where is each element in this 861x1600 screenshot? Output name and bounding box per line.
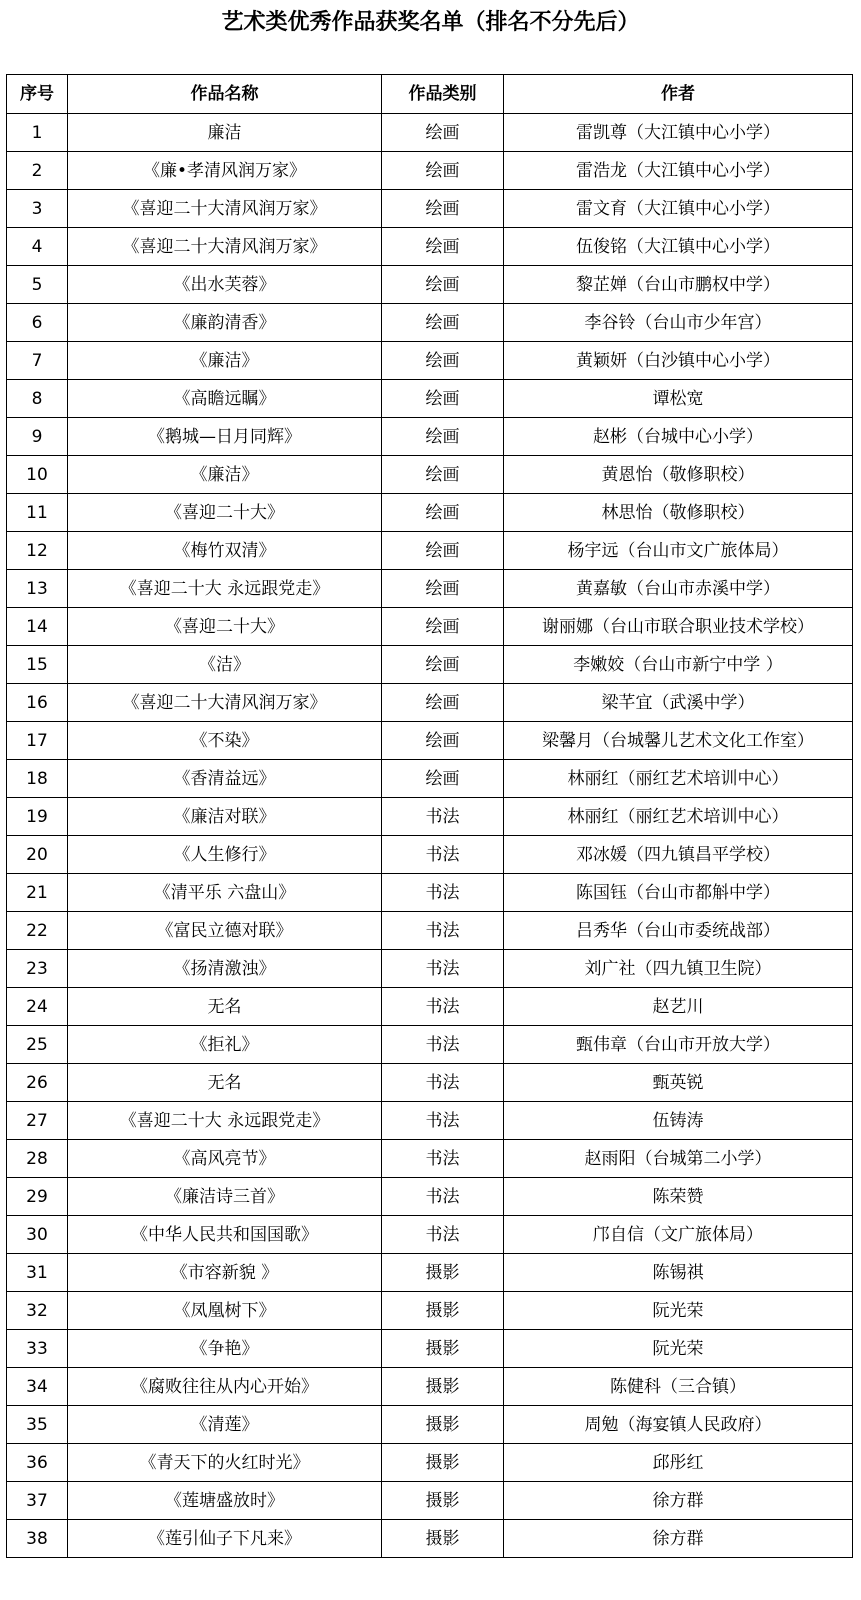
- cell-work-name: 《富民立德对联》: [68, 912, 382, 950]
- cell-author: 林丽红（丽红艺术培训中心）: [504, 760, 853, 798]
- cell-author: 陈锡祺: [504, 1254, 853, 1292]
- cell-index: 2: [7, 152, 68, 190]
- cell-work-name: 《扬清激浊》: [68, 950, 382, 988]
- cell-work-name: 《喜迎二十大 永远跟党走》: [68, 1102, 382, 1140]
- cell-work-name: 《喜迎二十大》: [68, 494, 382, 532]
- cell-author: 黄颖妍（白沙镇中心小学）: [504, 342, 853, 380]
- cell-author: 陈国钰（台山市都斛中学）: [504, 874, 853, 912]
- cell-category: 绘画: [382, 608, 504, 646]
- table-row: [7, 1026, 853, 1064]
- cell-category: 书法: [382, 912, 504, 950]
- cell-category: 绘画: [382, 494, 504, 532]
- cell-index: 19: [7, 798, 68, 836]
- cell-work-name: 《凤凰树下》: [68, 1292, 382, 1330]
- cell-work-name: 《出水芙蓉》: [68, 266, 382, 304]
- table-row: [7, 912, 853, 950]
- table-row: [7, 1368, 853, 1406]
- table-row: [7, 722, 853, 760]
- table-row: [7, 570, 853, 608]
- table-row: [7, 304, 853, 342]
- cell-author: 雷凯尊（大江镇中心小学）: [504, 114, 853, 152]
- cell-index: 28: [7, 1140, 68, 1178]
- cell-work-name: 《廉韵清香》: [68, 304, 382, 342]
- cell-author: 赵雨阳（台城第二小学）: [504, 1140, 853, 1178]
- cell-index: 31: [7, 1254, 68, 1292]
- cell-work-name: 《梅竹双清》: [68, 532, 382, 570]
- cell-author: 徐方群: [504, 1482, 853, 1520]
- header-work-name: 作品名称: [68, 75, 382, 114]
- cell-work-name: 《喜迎二十大 永远跟党走》: [68, 570, 382, 608]
- cell-work-name: 《腐败往往从内心开始》: [68, 1368, 382, 1406]
- cell-index: 7: [7, 342, 68, 380]
- cell-category: 摄影: [382, 1406, 504, 1444]
- cell-index: 21: [7, 874, 68, 912]
- cell-index: 3: [7, 190, 68, 228]
- cell-work-name: 《喜迎二十大清风润万家》: [68, 228, 382, 266]
- cell-author: 雷文育（大江镇中心小学）: [504, 190, 853, 228]
- cell-category: 绘画: [382, 570, 504, 608]
- cell-work-name: 《拒礼》: [68, 1026, 382, 1064]
- cell-work-name: 《洁》: [68, 646, 382, 684]
- cell-work-name: 《市容新貌 》: [68, 1254, 382, 1292]
- cell-author: 雷浩龙（大江镇中心小学）: [504, 152, 853, 190]
- table-header-row: [7, 75, 853, 114]
- cell-author: 林思怡（敬修职校）: [504, 494, 853, 532]
- cell-author: 邓冰媛（四九镇昌平学校）: [504, 836, 853, 874]
- cell-author: 甄伟章（台山市开放大学）: [504, 1026, 853, 1064]
- table-row: [7, 1254, 853, 1292]
- cell-work-name: 《莲引仙子下凡来》: [68, 1520, 382, 1558]
- cell-index: 35: [7, 1406, 68, 1444]
- cell-author: 阮光荣: [504, 1292, 853, 1330]
- cell-index: 6: [7, 304, 68, 342]
- table-row: [7, 1406, 853, 1444]
- cell-category: 书法: [382, 950, 504, 988]
- table-row: [7, 532, 853, 570]
- cell-index: 14: [7, 608, 68, 646]
- cell-author: 吕秀华（台山市委统战部）: [504, 912, 853, 950]
- table-row: [7, 1520, 853, 1558]
- cell-index: 11: [7, 494, 68, 532]
- table-row: [7, 114, 853, 152]
- table-row: [7, 342, 853, 380]
- cell-author: 邱彤红: [504, 1444, 853, 1482]
- table-row: [7, 1444, 853, 1482]
- cell-category: 摄影: [382, 1520, 504, 1558]
- cell-work-name: 《不染》: [68, 722, 382, 760]
- cell-category: 绘画: [382, 456, 504, 494]
- cell-author: 赵艺川: [504, 988, 853, 1026]
- cell-work-name: 廉洁: [68, 114, 382, 152]
- cell-work-name: 无名: [68, 988, 382, 1026]
- cell-index: 25: [7, 1026, 68, 1064]
- cell-category: 绘画: [382, 266, 504, 304]
- table-row: [7, 646, 853, 684]
- cell-index: 8: [7, 380, 68, 418]
- table-row: [7, 380, 853, 418]
- cell-category: 书法: [382, 1140, 504, 1178]
- table-row: [7, 1064, 853, 1102]
- cell-author: 伍俊铭（大江镇中心小学）: [504, 228, 853, 266]
- cell-index: 20: [7, 836, 68, 874]
- table-row: [7, 1102, 853, 1140]
- cell-category: 摄影: [382, 1292, 504, 1330]
- cell-category: 书法: [382, 988, 504, 1026]
- cell-index: 29: [7, 1178, 68, 1216]
- cell-work-name: 《喜迎二十大》: [68, 608, 382, 646]
- cell-category: 绘画: [382, 342, 504, 380]
- cell-category: 书法: [382, 1026, 504, 1064]
- cell-author: 阮光荣: [504, 1330, 853, 1368]
- table-row: [7, 684, 853, 722]
- cell-index: 5: [7, 266, 68, 304]
- cell-work-name: 《香清益远》: [68, 760, 382, 798]
- cell-index: 27: [7, 1102, 68, 1140]
- table-row: [7, 1140, 853, 1178]
- cell-index: 18: [7, 760, 68, 798]
- cell-author: 黄恩怡（敬修职校）: [504, 456, 853, 494]
- cell-category: 绘画: [382, 418, 504, 456]
- cell-author: 李谷铃（台山市少年宫）: [504, 304, 853, 342]
- cell-category: 绘画: [382, 760, 504, 798]
- table-row: [7, 228, 853, 266]
- cell-work-name: 《高瞻远瞩》: [68, 380, 382, 418]
- cell-work-name: 《青天下的火红时光》: [68, 1444, 382, 1482]
- cell-index: 34: [7, 1368, 68, 1406]
- cell-index: 15: [7, 646, 68, 684]
- cell-category: 绘画: [382, 152, 504, 190]
- cell-work-name: 《争艳》: [68, 1330, 382, 1368]
- cell-work-name: 《廉洁对联》: [68, 798, 382, 836]
- cell-work-name: 《廉洁》: [68, 456, 382, 494]
- cell-author: 林丽红（丽红艺术培训中心）: [504, 798, 853, 836]
- cell-author: 徐方群: [504, 1520, 853, 1558]
- cell-index: 36: [7, 1444, 68, 1482]
- table-row: [7, 418, 853, 456]
- cell-author: 李嫩姣（台山市新宁中学 ）: [504, 646, 853, 684]
- cell-category: 书法: [382, 1216, 504, 1254]
- cell-index: 17: [7, 722, 68, 760]
- cell-author: 谢丽娜（台山市联合职业技术学校）: [504, 608, 853, 646]
- cell-work-name: 《中华人民共和国国歌》: [68, 1216, 382, 1254]
- table-row: [7, 1292, 853, 1330]
- cell-author: 邝自信（文广旅体局）: [504, 1216, 853, 1254]
- cell-index: 38: [7, 1520, 68, 1558]
- table-row: [7, 1216, 853, 1254]
- cell-category: 书法: [382, 874, 504, 912]
- cell-index: 13: [7, 570, 68, 608]
- table-row: [7, 760, 853, 798]
- cell-author: 杨宇远（台山市文广旅体局）: [504, 532, 853, 570]
- cell-work-name: 《廉洁诗三首》: [68, 1178, 382, 1216]
- cell-index: 12: [7, 532, 68, 570]
- cell-work-name: 《廉•孝清风润万家》: [68, 152, 382, 190]
- cell-work-name: 《清莲》: [68, 1406, 382, 1444]
- cell-author: 黎芷婵（台山市鹏权中学）: [504, 266, 853, 304]
- cell-author: 陈荣赞: [504, 1178, 853, 1216]
- cell-category: 摄影: [382, 1444, 504, 1482]
- table-row: [7, 950, 853, 988]
- page-title: 艺术类优秀作品获奖名单（排名不分先后）: [221, 10, 640, 35]
- cell-category: 绘画: [382, 228, 504, 266]
- cell-index: 1: [7, 114, 68, 152]
- table-row: [7, 456, 853, 494]
- cell-work-name: 《莲塘盛放时》: [68, 1482, 382, 1520]
- cell-author: 赵彬（台城中心小学）: [504, 418, 853, 456]
- cell-index: 26: [7, 1064, 68, 1102]
- cell-category: 书法: [382, 798, 504, 836]
- cell-index: 16: [7, 684, 68, 722]
- cell-author: 甄英锐: [504, 1064, 853, 1102]
- cell-category: 绘画: [382, 304, 504, 342]
- cell-category: 绘画: [382, 380, 504, 418]
- cell-author: 陈健科（三合镇）: [504, 1368, 853, 1406]
- cell-category: 绘画: [382, 532, 504, 570]
- cell-category: 绘画: [382, 114, 504, 152]
- cell-category: 书法: [382, 1064, 504, 1102]
- cell-author: 伍铸涛: [504, 1102, 853, 1140]
- table-row: [7, 608, 853, 646]
- cell-index: 33: [7, 1330, 68, 1368]
- header-author: 作者: [504, 75, 853, 114]
- cell-index: 24: [7, 988, 68, 1026]
- cell-author: 黄嘉敏（台山市赤溪中学）: [504, 570, 853, 608]
- cell-category: 摄影: [382, 1368, 504, 1406]
- cell-category: 绘画: [382, 722, 504, 760]
- cell-author: 梁馨月（台城馨儿艺术文化工作室）: [504, 722, 853, 760]
- cell-work-name: 《喜迎二十大清风润万家》: [68, 684, 382, 722]
- cell-work-name: 无名: [68, 1064, 382, 1102]
- cell-author: 周勉（海宴镇人民政府）: [504, 1406, 853, 1444]
- cell-work-name: 《高风亮节》: [68, 1140, 382, 1178]
- header-category: 作品类别: [382, 75, 504, 114]
- table-row: [7, 836, 853, 874]
- table-row: [7, 874, 853, 912]
- cell-work-name: 《人生修行》: [68, 836, 382, 874]
- cell-index: 30: [7, 1216, 68, 1254]
- table-row: [7, 494, 853, 532]
- table-row: [7, 988, 853, 1026]
- cell-category: 摄影: [382, 1330, 504, 1368]
- header-index: 序号: [7, 75, 68, 114]
- cell-work-name: 《廉洁》: [68, 342, 382, 380]
- cell-category: 绘画: [382, 646, 504, 684]
- cell-index: 10: [7, 456, 68, 494]
- cell-author: 谭松宽: [504, 380, 853, 418]
- table-body: [7, 114, 853, 1558]
- cell-author: 梁芊宜（武溪中学）: [504, 684, 853, 722]
- cell-index: 22: [7, 912, 68, 950]
- cell-author: 刘广社（四九镇卫生院）: [504, 950, 853, 988]
- cell-work-name: 《喜迎二十大清风润万家》: [68, 190, 382, 228]
- cell-work-name: 《清平乐 六盘山》: [68, 874, 382, 912]
- cell-category: 绘画: [382, 684, 504, 722]
- cell-category: 摄影: [382, 1482, 504, 1520]
- cell-index: 32: [7, 1292, 68, 1330]
- table-row: [7, 152, 853, 190]
- cell-work-name: 《鹅城—日月同辉》: [68, 418, 382, 456]
- cell-index: 9: [7, 418, 68, 456]
- table-row: [7, 1330, 853, 1368]
- cell-category: 书法: [382, 1102, 504, 1140]
- cell-category: 摄影: [382, 1254, 504, 1292]
- table-row: [7, 1482, 853, 1520]
- cell-category: 绘画: [382, 190, 504, 228]
- cell-category: 书法: [382, 836, 504, 874]
- table-row: [7, 266, 853, 304]
- cell-index: 4: [7, 228, 68, 266]
- table-row: [7, 1178, 853, 1216]
- award-table: [6, 74, 853, 1558]
- cell-category: 书法: [382, 1178, 504, 1216]
- table-row: [7, 190, 853, 228]
- cell-index: 37: [7, 1482, 68, 1520]
- cell-index: 23: [7, 950, 68, 988]
- table-row: [7, 798, 853, 836]
